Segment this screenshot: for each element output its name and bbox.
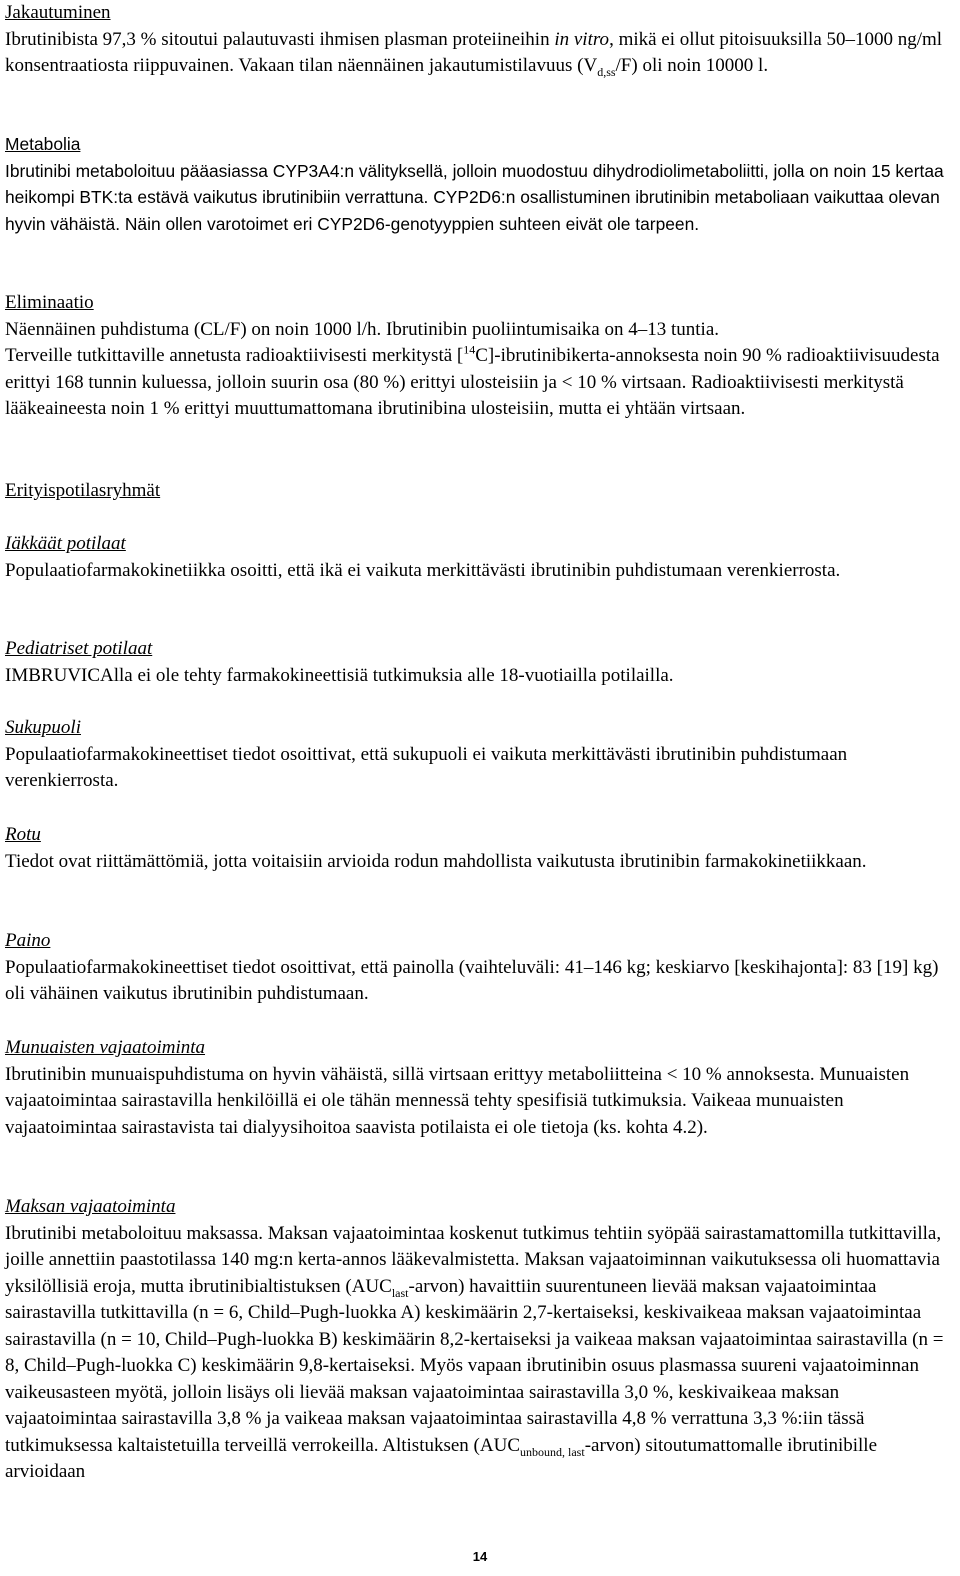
paragraph-sukupuoli: Populaatiofarmakokineettiset tiedot osoittivat, että sukupuoli ei vaikuta merkittävästi ibrutinibin puhdistumaan verenkierrosta. bbox=[5, 743, 848, 791]
section-iakkaat bbox=[5, 531, 955, 584]
paragraph-munuaiset: Ibrutinibin munuaispuhdistuma on hyvin vähäistä, sillä virtsaan erittyy metaboliitteina < 10 % annoksesta. Munuaisten vajaatoimintaa sairastavilla henkilöillä ei ole tähän mennessä tehty spesifisiä tutkimuksia. Vaikeaa munuaisten vajaatoimintaa sairastavista tai dialyysihoitoa saavista potilaista ei ole tietoja (ks. kohta 4.2). bbox=[5, 1063, 910, 1138]
section-rotu bbox=[5, 822, 955, 875]
section-sukupuoli bbox=[5, 715, 955, 795]
heading-pediatriset: Pediatriset potilaat bbox=[5, 638, 153, 659]
section-jakautuminen bbox=[5, 0, 955, 80]
heading-paino: Paino bbox=[5, 930, 51, 951]
paragraph-eliminaatio-1: Näennäinen puhdistuma (CL/F) on noin 1000 l/h. Ibrutinibin puoliintumisaika on 4–13 tuntia. bbox=[5, 318, 720, 340]
paragraph-metabolia: Ibrutinibi metaboloituu pääasiassa CYP3A4:n välityksellä, jolloin muodostuu dihydrodiolimetaboliitti, jolla on noin 15 kertaa heikompi BTK:ta estävä vaikutus ibrutinibiin verrattuna. CYP2D6:n osallistuminen ibrutinibin metaboliaan vaikuttaa olevan hyvin vähäistä. Näin ollen varotoimet eri CYP2D6-genotyyppien suhteen eivät ole tarpeen. bbox=[5, 160, 944, 234]
paragraph-eliminaatio-2: Terveille tutkittaville annetusta radioaktiivisesti merkitystä [$^{14}$C]-ibrutinibikerta-annoksesta noin 90 % radioaktiivisuudesta erittyi 168 tunnin kuluessa, jolloin suurin osa (80 %) erittyi ulosteisiin ja < 10 % virtsaan. Radioaktiivisesti merkitystä lääkeaineesta noin 1 % erittyi muuttumattomana ibrutinibina ulosteisiin, mutta ei yhtään virtsaan. bbox=[5, 342, 940, 419]
heading-erityispotilasryhmat: Erityispotilasryhmät bbox=[5, 480, 161, 501]
heading-rotu: Rotu bbox=[5, 824, 41, 845]
section-maksa bbox=[5, 1194, 955, 1486]
heading-metabolia: Metabolia bbox=[5, 134, 81, 154]
paragraph-maksa: Ibrutinibi metaboloituu maksassa. Maksan vajaatoimintaa koskenut tutkimus tehtiin syöpää sairastamattomilla tutkittavilla, joille annettiin paastotilassa 140 mg:n kerta-annos lääkevalmistetta. Maksan vajaatoiminnan vaikutuksessa oli huomattavia yksilöllisiä eroja, mutta ibrutinibialtistuksen $(AUC_{last}-arvon)$ havaittiin suurentuneen lievää maksan vajaatoimintaa sairastavilla tutkittavilla (n = 6, Child–Pugh-luokka A) keskimäärin 2,7-kertaiseksi, keskivaikeaa maksan vajaatoimintaa sairastavilla (n = 10, Child–Pugh-luokka B) keskimäärin 8,2-kertaiseksi ja vaikeaa maksan vajaatoimintaa sairastavilla (n = 8, Child–Pugh-luokka C) keskimäärin 9,8-kertaiseksi. Myös vapaan ibrutinibin osuus plasmassa suureni vajaatoiminnan vaikeusasteen myötä, jolloin lisäys oli lievää maksan vajaatoimintaa sairastavilla 3,0 %, keskivaikeaa maksan vajaatoimintaa sairastavilla 3,8 % ja vaikeaa maksan vajaatoimintaa sairastavilla 4,8 % verrattuna 3,3 %:iin tässä tutkimuksessa kaltaistetuilla terveillä verrokeilla. Altistuksen $(AUC_{unbound, last}-arvon)$ sitoutumattomalle ibrutinibille arvioidaan bbox=[5, 1222, 944, 1482]
heading-iakkaat: Iäkkäät potilaat bbox=[5, 533, 126, 554]
section-munuaiset bbox=[5, 1035, 955, 1141]
heading-eliminaatio: Eliminaatio bbox=[5, 292, 94, 313]
section-eliminaatio bbox=[5, 290, 955, 423]
section-paino bbox=[5, 928, 955, 1008]
heading-jakautuminen: Jakautuminen bbox=[5, 2, 111, 23]
heading-munuaiset: Munuaisten vajaatoiminta bbox=[5, 1037, 206, 1058]
page-number: 14 bbox=[472, 1549, 488, 1564]
section-metabolia bbox=[5, 131, 955, 237]
paragraph-rotu: Tiedot ovat riittämättömiä, jotta voitaisiin arvioida rodun mahdollista vaikutusta ibrutinibin farmakokinetiikkaan. bbox=[5, 850, 867, 872]
paragraph-iakkaat: Populaatiofarmakokinetiikka osoitti, että ikä ei vaikuta merkittävästi ibrutinibin puhdistumaan verenkierrosta. bbox=[5, 559, 841, 581]
paragraph-jakautuminen: Ibrutinibista 97,3 % sitoutui palautuvasti ihmisen plasman proteiineihin in vitro, mikä ei ollut pitoisuuksilla 50–1000 ng/ml konsentraatiosta riippuvainen. Vakaan tilan näennäinen jakautumistilavuus $(V_{d,ss}/F)$ oli noin 10000 l. bbox=[5, 28, 943, 79]
section-erityispotilasryhmat bbox=[5, 478, 955, 505]
paragraph-paino: Populaatiofarmakokineettiset tiedot osoittivat, että painolla (vaihteluväli: 41–146 kg; keskiarvo [keskihajonta]: 83 [19] kg) oli vähäinen vaikutus ibrutinibin puhdistumaan. bbox=[5, 956, 939, 1004]
heading-maksa: Maksan vajaatoiminta bbox=[5, 1196, 176, 1217]
section-pediatriset bbox=[5, 636, 955, 689]
heading-sukupuoli: Sukupuoli bbox=[5, 717, 81, 738]
paragraph-pediatriset: IMBRUVICAlla ei ole tehty farmakokineettisiä tutkimuksia alle 18-vuotiailla potilailla. bbox=[5, 664, 674, 686]
